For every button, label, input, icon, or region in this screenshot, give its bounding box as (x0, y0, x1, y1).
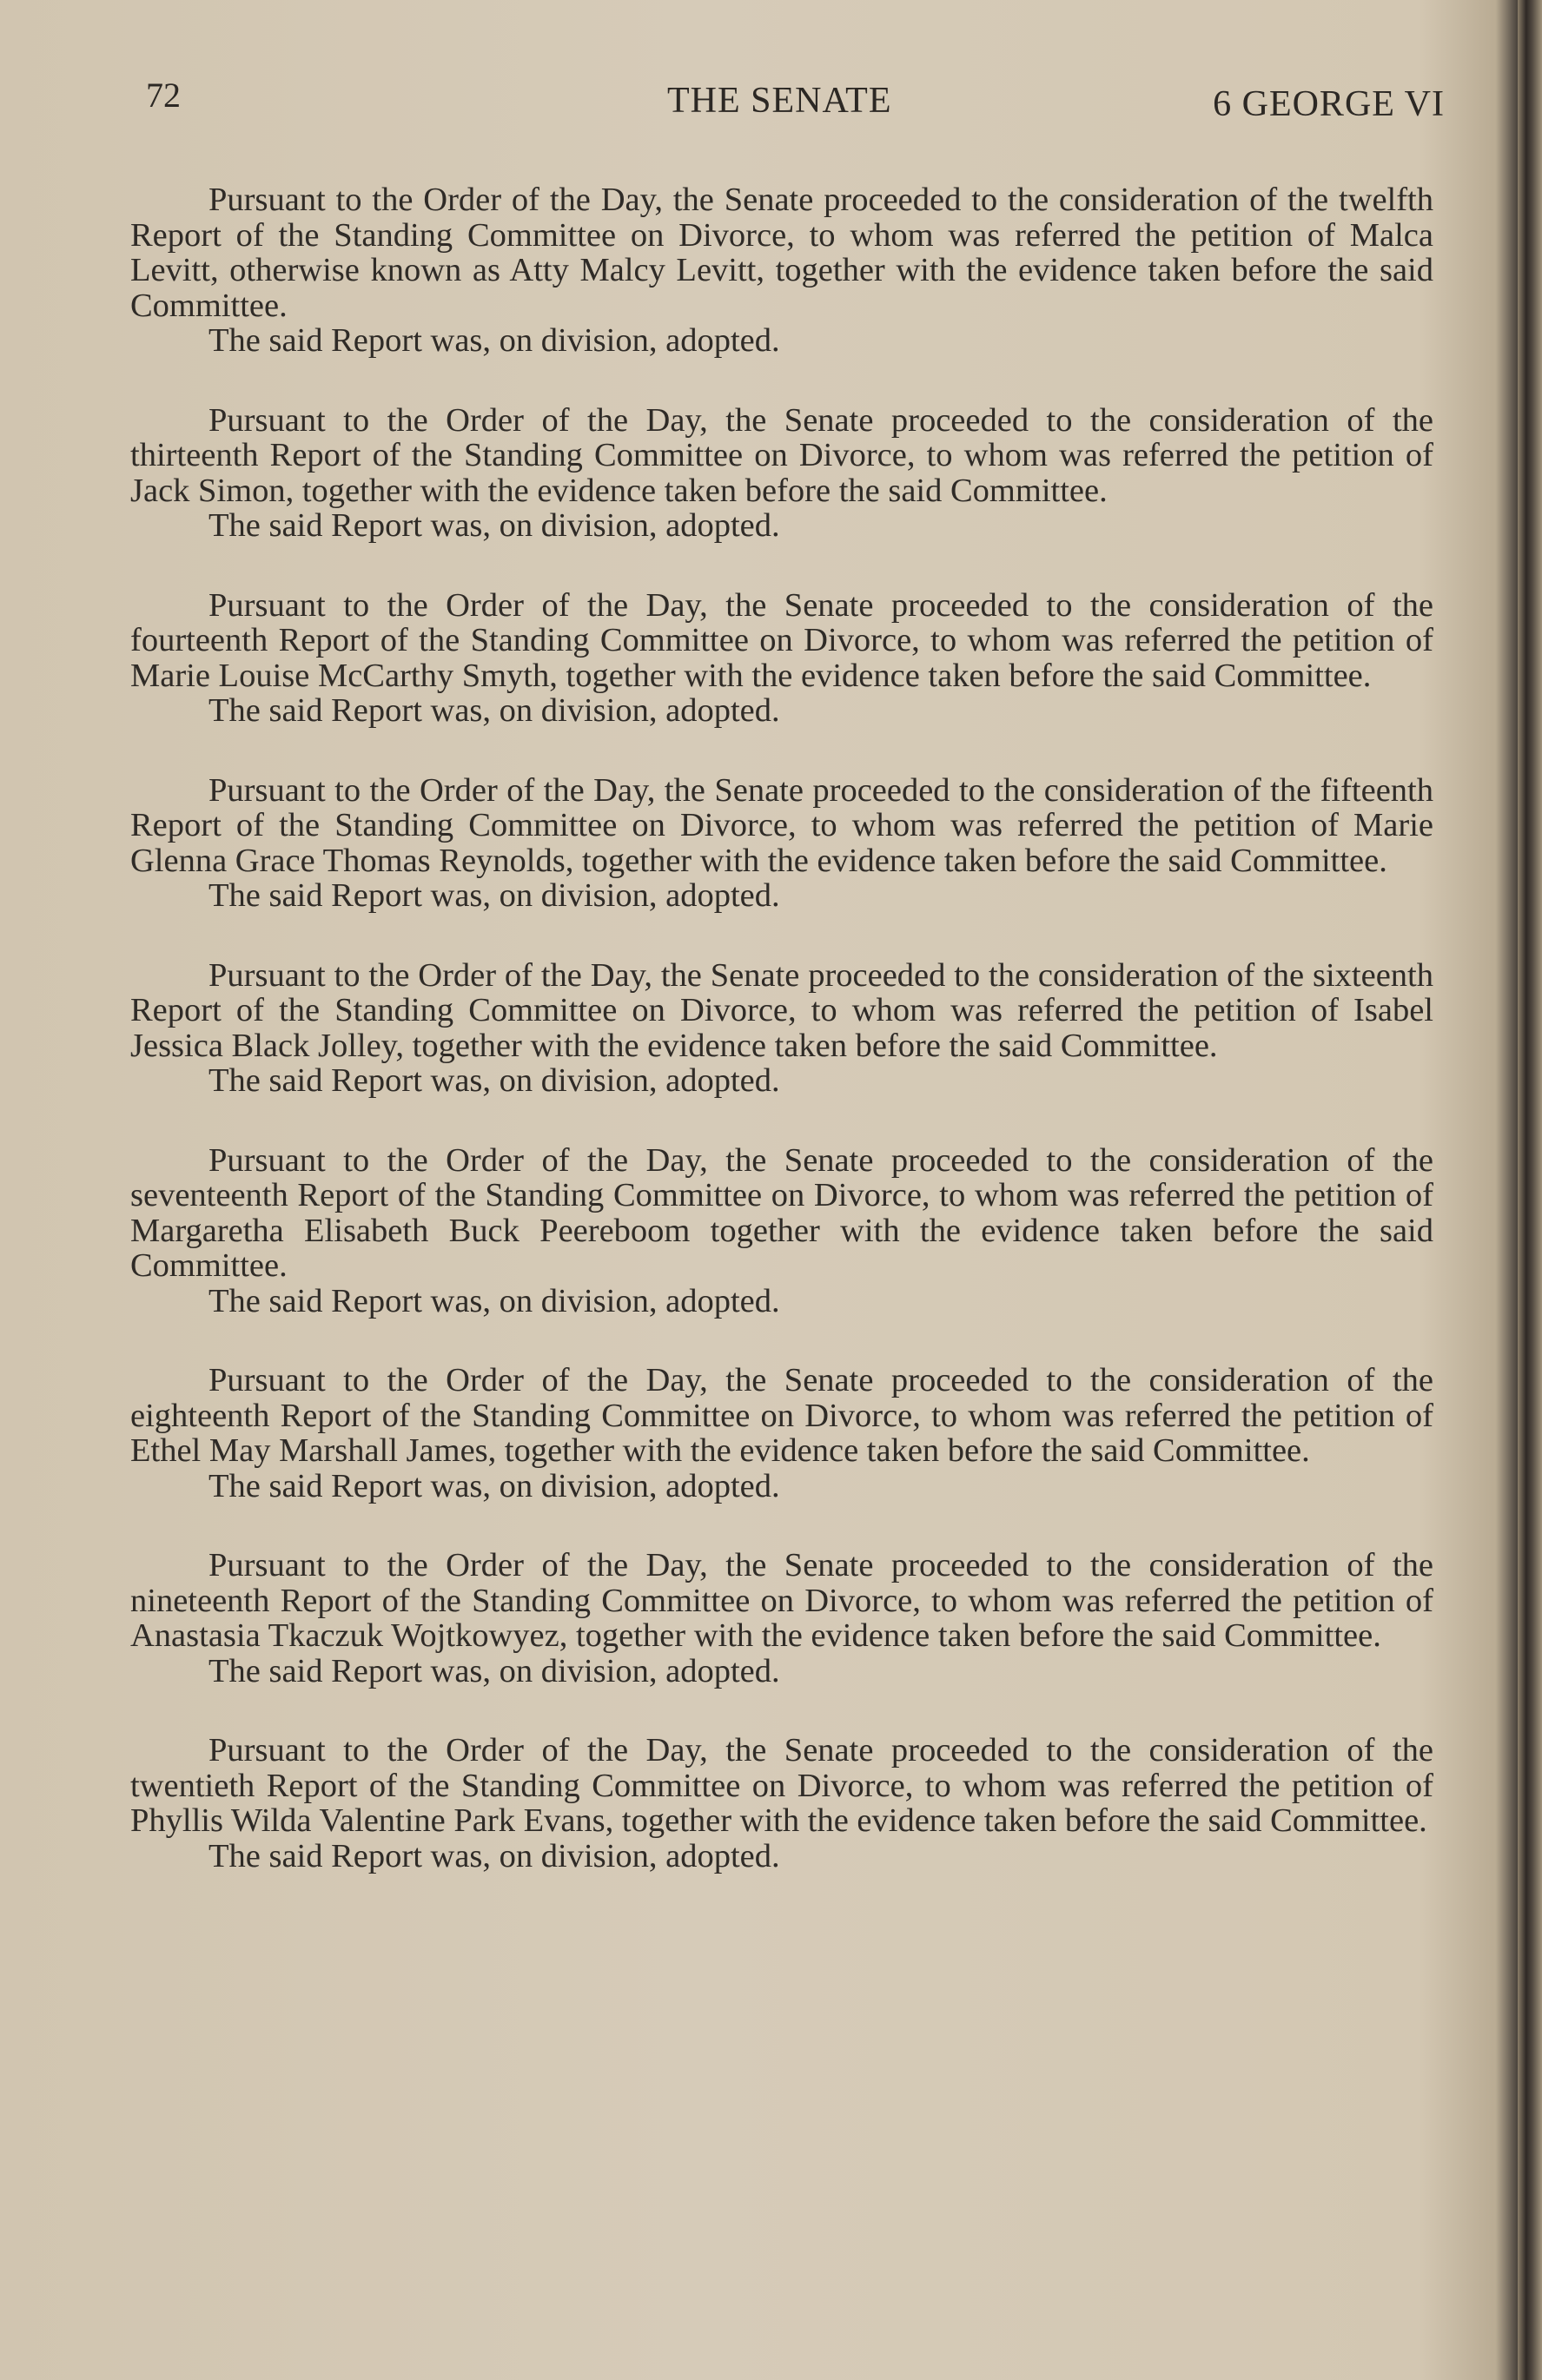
running-title: THE SENATE (667, 81, 892, 121)
journal-entry (130, 1548, 1433, 1689)
entry-paragraph: Pursuant to the Order of the Day, the Senate proceeded to the consideration of the thirteenth Report of the Standing Committee on Divorce, to whom was referred the petition of Jack Simon, together with the evidence taken before the said Committee. (130, 401, 1433, 509)
entry-paragraph: Pursuant to the Order of the Day, the Senate proceeded to the consideration of the seventeenth Report of the Standing Committee on Divorce, to whom was referred the petition of Margaretha Elisabeth Buck Peereboom together with the evidence taken before the said Committee. (130, 1141, 1433, 1284)
entry-result: The said Report was, on division, adopted. (208, 1652, 780, 1689)
entry-result: The said Report was, on division, adopted. (208, 1467, 780, 1504)
entry-result: The said Report was, on division, adopted. (208, 322, 780, 359)
entry-paragraph: Pursuant to the Order of the Day, the Senate proceeded to the consideration of the fourteenth Report of the Standing Committee on Divorce, to whom was referred the petition of Marie Louise McCarthy Smyth, together with the evidence taken before the said Committee. (130, 586, 1433, 694)
entry-result: The said Report was, on division, adopted. (208, 692, 780, 729)
entry-result: The said Report was, on division, adopted. (208, 1282, 780, 1319)
page-header (146, 71, 1445, 132)
journal-entry (130, 1733, 1433, 1874)
journal-entry (130, 1363, 1433, 1504)
entry-paragraph: Pursuant to the Order of the Day, the Senate proceeded to the consideration of the twelfth Report of the Standing Committee on Divorce, to whom was referred the petition of Malca Levitt, otherwise known as Atty Malcy Levitt, together with the evidence taken before the said Committee. (130, 182, 1433, 324)
journal-entry (130, 588, 1433, 729)
entry-result: The said Report was, on division, adopted. (208, 507, 780, 544)
journal-entry (130, 773, 1433, 914)
journal-entry (130, 1143, 1433, 1319)
entry-paragraph: Pursuant to the Order of the Day, the Senate proceeded to the consideration of the sixteenth Report of the Standing Committee on Divorce, to whom was referred the petition of Isabel Jessica Black Jolley, together with the evidence taken before the said Committee. (130, 956, 1433, 1064)
entry-paragraph: Pursuant to the Order of the Day, the Senate proceeded to the consideration of the twentieth Report of the Standing Committee on Divorce, to whom was referred the petition of Phyllis Wilda Valentine Park Evans, together with the evidence taken before the said Committee. (130, 1732, 1433, 1839)
session-label: 6 GEORGE VI (1213, 84, 1445, 124)
journal-entry (130, 182, 1433, 359)
entry-paragraph: Pursuant to the Order of the Day, the Senate proceeded to the consideration of the eighteenth Report of the Standing Committee on Divorce, to whom was referred the petition of Ethel May Marshall James, together with the evidence taken before the said Committee. (130, 1362, 1433, 1469)
page-binding-edge (1518, 0, 1542, 2380)
journal-entry (130, 403, 1433, 544)
entry-result: The said Report was, on division, adopted. (208, 1062, 780, 1099)
entry-result: The said Report was, on division, adopted. (208, 877, 780, 914)
journal-entry (130, 958, 1433, 1099)
page-number: 72 (146, 76, 181, 115)
entry-paragraph: Pursuant to the Order of the Day, the Senate proceeded to the consideration of the nineteenth Report of the Standing Committee on Divorce, to whom was referred the petition of Anastasia Tkaczuk Wojtkowyez, together with the evidence taken before the said Committee. (130, 1547, 1433, 1654)
journal-content (130, 182, 1433, 1918)
entry-result: The said Report was, on division, adopted. (208, 1837, 780, 1874)
entry-paragraph: Pursuant to the Order of the Day, the Senate proceeded to the consideration of the fifteenth Report of the Standing Committee on Divorce, to whom was referred the petition of Marie Glenna Grace Thomas Reynolds, together with the evidence taken before the said Committee. (130, 771, 1433, 879)
